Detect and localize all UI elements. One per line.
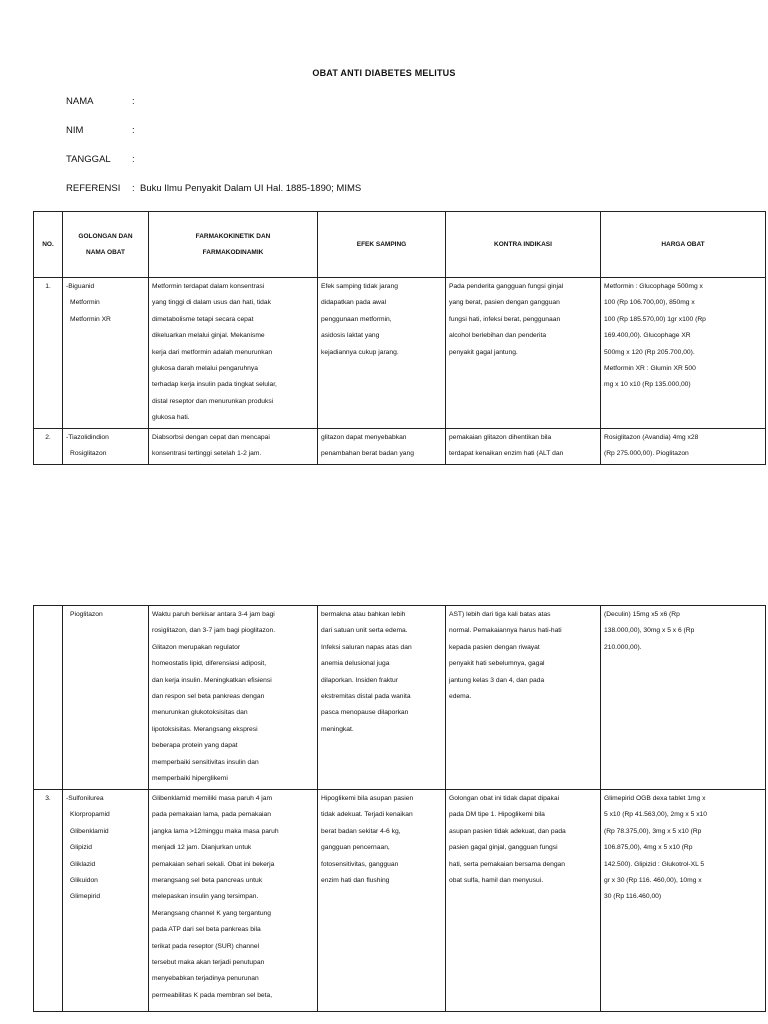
field-colon: : xyxy=(132,125,135,136)
text-line: melepaskan insulin yang tersimpan. xyxy=(152,893,259,901)
cell-golongan xyxy=(63,606,149,790)
field-label: NAMA xyxy=(66,96,94,107)
field-referensi xyxy=(66,183,361,194)
text-line: dimetabolisme tetapi secara cepat xyxy=(152,315,254,323)
text-line: yang berat, pasien dengan gangguan xyxy=(449,299,560,307)
cell-no: 1. xyxy=(34,278,63,429)
text-line: Merangsang channel K yang tergantung xyxy=(152,909,271,917)
text-line: Glitazon merupakan regulator xyxy=(152,643,241,651)
text-line: hati, serta pemakaian bersama dengan xyxy=(449,860,565,868)
cell-kontra xyxy=(446,606,601,790)
header-golongan xyxy=(63,212,149,278)
cell-farmako xyxy=(149,278,318,429)
text-line: Klorpropamid xyxy=(70,811,110,819)
header-kontra: KONTRA INDIKASI xyxy=(446,212,601,278)
text-line: tidak adekuat. Terjadi kenaikan xyxy=(321,811,413,819)
header-line: FARMAKODINAMIK xyxy=(202,248,264,256)
text-line: Glipizid xyxy=(70,844,92,852)
header-line: GOLONGAN DAN xyxy=(78,232,133,240)
text-line: kepada pasien dengan riwayat xyxy=(449,643,540,651)
field-nama xyxy=(66,96,140,107)
cell-golongan xyxy=(63,278,149,429)
text-line: permeabilitas K pada membran sel beta, xyxy=(152,991,273,999)
text-line: pemakaian sehari sekali. Obat ini bekerja xyxy=(152,860,275,868)
text-line: Glibenklamid memiliki masa paruh 4 jam xyxy=(152,795,273,802)
field-value: Buku Ilmu Penyakit Dalam UI Hal. 1885-1890; MIMS xyxy=(140,183,362,194)
cell-farmako xyxy=(149,606,318,790)
cell-farmako xyxy=(149,428,318,464)
text-line: lipotoksisitas. Merangsang ekspresi xyxy=(152,725,258,733)
cell-efek xyxy=(318,428,446,464)
field-colon: : xyxy=(132,96,135,107)
text-line: glitazon dapat menyebabkan xyxy=(321,433,407,441)
text-line: (Deculin) 15mg x5 x6 (Rp xyxy=(604,611,680,618)
cell-efek xyxy=(318,790,446,1012)
cell-harga xyxy=(601,428,766,464)
cell-no: 2. xyxy=(34,428,63,464)
cell-no: 3. xyxy=(34,790,63,1012)
text-line: Efek samping tidak jarang xyxy=(321,283,398,290)
text-line: Rosiglitazon xyxy=(70,450,107,458)
field-label: REFERENSI xyxy=(66,183,121,194)
cell-kontra xyxy=(446,428,601,464)
cell-harga xyxy=(601,606,766,790)
text-line: Waktu paruh berkisar antara 3-4 jam bagi xyxy=(152,611,275,618)
cell-no xyxy=(34,606,63,790)
text-line: Metformin terdapat dalam konsentrasi xyxy=(152,283,265,290)
text-line: penambahan berat badan yang xyxy=(321,450,414,458)
text-line: menyebabkan terjadinya penurunan xyxy=(152,975,259,983)
text-line: obat sulfa, hamil dan menyusui. xyxy=(449,877,544,885)
text-line: 169.400,00). Glucophage XR xyxy=(604,332,691,340)
text-line: Metformin xyxy=(70,299,100,307)
text-line: 100 (Rp 106.700,00), 850mg x xyxy=(604,299,695,307)
cell-golongan xyxy=(63,790,149,1012)
text-line: dan kerja insulin. Meningkatkan efisiensi xyxy=(152,676,272,684)
text-line: 30 (Rp 116.460,00) xyxy=(604,893,662,901)
text-line: berat badan sekitar 4-6 kg, xyxy=(321,827,401,835)
text-line: (Rp 78.375,00), 3mg x 5 x10 (Rp xyxy=(604,827,702,835)
text-line: dan respon sel beta pankreas dengan xyxy=(152,693,265,701)
text-line: tersebut maka akan terjadi penutupan xyxy=(152,959,265,967)
text-line: dari satuan unit serta edema. xyxy=(321,627,408,635)
text-line: asupan pasien tidak adekuat, dan pada xyxy=(449,827,566,835)
text-line: yang tinggi di dalam usus dan hati, tidak xyxy=(152,299,271,307)
header-harga: HARGA OBAT xyxy=(601,212,766,278)
drug-table-part-1 xyxy=(33,211,766,465)
text-line: -Biguanid xyxy=(66,283,95,290)
page-title: OBAT ANTI DIABETES MELITUS xyxy=(312,68,456,78)
text-line: Pioglitazon xyxy=(70,611,103,618)
cell-harga xyxy=(601,790,766,1012)
text-line: Metformin XR xyxy=(70,315,111,323)
text-line: beberapa protein yang dapat xyxy=(152,742,238,750)
text-line: Pada penderita gangguan fungsi ginjal xyxy=(449,283,564,290)
cell-farmako xyxy=(149,790,318,1012)
text-line: menjadi 12 jam. Dianjurkan untuk xyxy=(152,844,252,852)
header-efek: EFEK SAMPING xyxy=(318,212,446,278)
text-line: gangguan pencernaan, xyxy=(321,844,390,852)
text-line: penggunaan metformin, xyxy=(321,315,392,323)
drug-table-part-2 xyxy=(33,605,766,1012)
text-line: pada DM tipe 1. Hipoglikemi bila xyxy=(449,811,545,819)
text-line: pada pemakaian lama, pada pemakaian xyxy=(152,811,271,819)
cell-efek xyxy=(318,278,446,429)
field-colon: : xyxy=(132,183,135,194)
text-line: Glimepirid OGB dexa tablet 1mg x xyxy=(604,795,706,802)
header-line: FARMAKOKINETIK DAN xyxy=(195,232,271,240)
table-row xyxy=(34,606,766,790)
text-line: Glikuidon xyxy=(70,877,98,885)
text-line: bermakna atau bahkan lebih xyxy=(321,611,406,618)
text-line: 500mg x 120 (Rp 205.700,00). xyxy=(604,348,695,356)
field-label: TANGGAL xyxy=(66,154,111,165)
table-row xyxy=(34,428,766,464)
text-line: terikat pada reseptor (SUR) channel xyxy=(152,942,260,950)
text-line: (Rp 275.000,00). Pioglitazon xyxy=(604,450,689,458)
text-line: fotosensitivitas, gangguan xyxy=(321,860,399,868)
text-line: Diabsorbsi dengan cepat dan mencapai xyxy=(152,433,270,441)
table-row xyxy=(34,278,766,429)
text-line: memperbaiki sensitivitas insulin dan xyxy=(152,758,259,766)
cell-golongan xyxy=(63,428,149,464)
text-line: 210.000,00). xyxy=(604,643,642,651)
text-line: Metformin : Glucophage 500mg x xyxy=(604,283,703,290)
text-line: -Tiazolidindion xyxy=(66,433,109,441)
text-line: Rosiglitazon (Avandia) 4mg x28 xyxy=(604,433,699,441)
text-line: homeostatis lipid, diferensiasi adiposit, xyxy=(152,660,267,668)
text-line: distal reseptor dan menurunkan produksi xyxy=(152,397,274,405)
text-line: pada ATP dari sel beta pankreas bila xyxy=(152,926,261,934)
text-line: 106.875,00), 4mg x 5 x10 (Rp xyxy=(604,844,693,852)
header-line: NAMA OBAT xyxy=(86,248,125,256)
field-label: NIM xyxy=(66,125,84,136)
text-line: jangka lama >12minggu maka masa paruh xyxy=(152,827,279,835)
text-line: Gliklazid xyxy=(70,860,96,868)
text-line: fungsi hati, infeksi berat, penggunaan xyxy=(449,315,561,323)
text-line: rosiglitazon, dan 3-7 jam bagi pioglitazon. xyxy=(152,627,276,635)
text-line: edema. xyxy=(449,693,472,701)
text-line: glukosa hati. xyxy=(152,414,190,422)
text-line: 138.000,00), 30mg x 5 x 6 (Rp xyxy=(604,627,695,635)
field-tanggal xyxy=(66,154,140,165)
text-line: dilaporkan. Insiden fraktur xyxy=(321,676,398,684)
text-line: 100 (Rp 185.570,00) 1gr x100 (Rp xyxy=(604,315,706,323)
text-line: mg x 10 x10 (Rp 135.000,00) xyxy=(604,381,691,389)
cell-efek xyxy=(318,606,446,790)
text-line: terhadap kerja insulin pada tingkat selular, xyxy=(152,381,277,389)
text-line: meningkat. xyxy=(321,725,354,733)
text-line: Golongan obat ini tidak dapat dipakai xyxy=(449,795,560,802)
text-line: penyakit hati sebelumnya, gagal xyxy=(449,660,545,668)
text-line: Glibenklamid xyxy=(70,827,109,835)
text-line: pemakaian glitazon dihentikan bila xyxy=(449,433,552,441)
text-line: gr x 30 (Rp 116. 460,00), 10mg x xyxy=(604,877,702,885)
text-line: enzim hati dan flushing xyxy=(321,877,390,885)
text-line: normal. Pemakaiannya harus hati-hati xyxy=(449,627,562,635)
text-line: jantung kelas 3 dan 4, dan pada xyxy=(449,676,545,684)
text-line: memperbaiki hiperglikemi xyxy=(152,775,228,783)
text-line: Infeksi saluran napas atas dan xyxy=(321,643,412,651)
table-row xyxy=(34,790,766,1012)
cell-harga xyxy=(601,278,766,429)
text-line: kejadiannya cukup jarang. xyxy=(321,348,399,356)
cell-kontra xyxy=(446,278,601,429)
text-line: Glimepirid xyxy=(70,893,101,901)
field-colon: : xyxy=(132,154,135,165)
text-line: glukosa darah melalui pengaruhnya xyxy=(152,365,258,373)
cell-kontra xyxy=(446,790,601,1012)
header-no: NO. xyxy=(34,212,63,278)
text-line: 142.500). Glipizid : Glukotrol-XL 5 xyxy=(604,860,705,868)
text-line: pasien gagal ginjal, gangguan fungsi xyxy=(449,844,558,852)
text-line: Hipoglikemi bila asupan pasien xyxy=(321,795,414,802)
text-line: -Sulfonilurea xyxy=(66,795,104,802)
text-line: dikeluarkan melalui ginjal. Mekanisme xyxy=(152,332,265,340)
text-line: menurunkan glukotoksisitas dan xyxy=(152,709,248,717)
text-line: kerja dari metformin adalah menurunkan xyxy=(152,348,273,356)
field-nim xyxy=(66,125,140,136)
text-line: asidosis laktat yang xyxy=(321,332,380,340)
text-line: merangsang sel beta pancreas untuk xyxy=(152,877,263,885)
text-line: AST) lebih dari tiga kali batas atas xyxy=(449,611,551,618)
text-line: penyakit gagal jantung. xyxy=(449,348,518,356)
text-line: didapatkan pada awal xyxy=(321,299,387,307)
text-line: terdapat kenaikan enzim hati (ALT dan xyxy=(449,450,564,458)
text-line: alcohol berlebihan dan penderita xyxy=(449,332,547,340)
text-line: ekstremitas distal pada wanita xyxy=(321,693,411,701)
text-line: konsentrasi tertinggi setelah 1-2 jam. xyxy=(152,450,262,458)
header-farmako xyxy=(149,212,318,278)
text-line: anemia delusional juga xyxy=(321,660,390,668)
text-line: 5 x10 (Rp 41.563,00), 2mg x 5 x10 xyxy=(604,811,707,819)
text-line: Metformin XR : Glumin XR 500 xyxy=(604,365,696,373)
text-line: pasca menopause dilaporkan xyxy=(321,709,409,717)
